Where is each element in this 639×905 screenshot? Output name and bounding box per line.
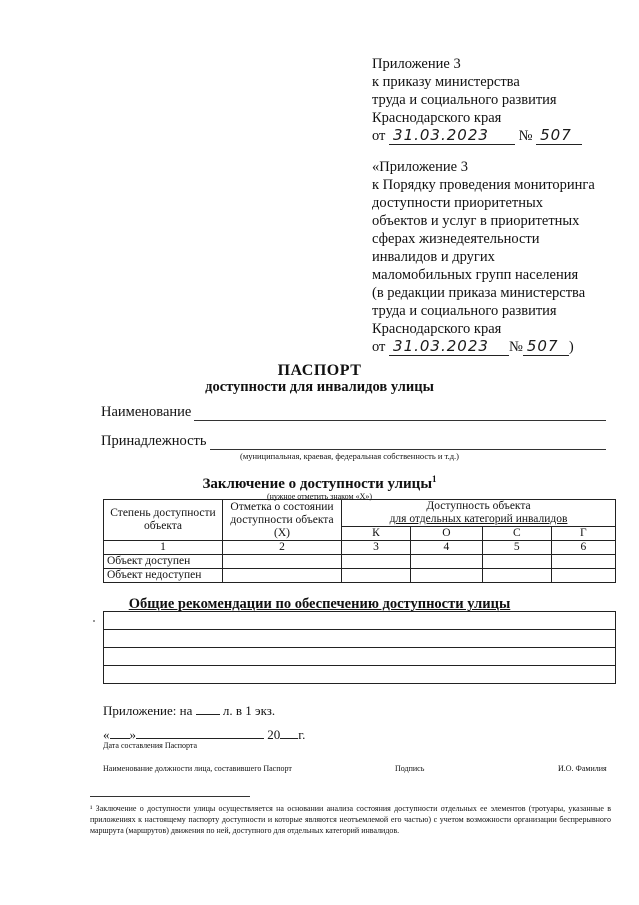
day-blank[interactable] — [110, 727, 130, 739]
recommendation-cell[interactable] — [104, 630, 616, 648]
conclusion-title: Заключение о доступности улицы$^1$ — [202, 474, 437, 492]
table-cell[interactable] — [410, 569, 482, 583]
table-cell[interactable] — [551, 555, 615, 569]
recommendation-cell[interactable] — [104, 648, 616, 666]
table-row — [104, 555, 616, 569]
order-date: 31.03.2023 — [389, 128, 515, 145]
signature-label: Подпись — [395, 764, 425, 773]
procedure-line-7: маломобильных групп населения — [372, 267, 579, 283]
position-label: Наименование должности лица, составившего Паспорт — [103, 764, 292, 773]
from-label: от — [372, 339, 386, 355]
order-reference-block — [372, 55, 622, 145]
order-line-1: Приложение 3 — [372, 56, 461, 72]
table-cell[interactable] — [551, 569, 615, 583]
recommendations-table — [103, 611, 616, 684]
compile-date-line: « » 20 г. — [103, 727, 306, 742]
compile-date-caption: Дата составления Паспорта — [103, 741, 198, 750]
recommendation-cell[interactable] — [104, 666, 616, 684]
table-cell[interactable] — [342, 555, 411, 569]
footnote-mark: 1 — [432, 474, 437, 484]
order-number: 507 — [536, 128, 582, 145]
closing-paren: ) — [568, 339, 574, 355]
procedure-line-2: к Порядку проведения мониторинга — [372, 177, 595, 193]
procedure-line-8: (в редакции приказа министерства — [372, 285, 586, 301]
month-blank[interactable] — [136, 727, 264, 739]
procedure-line-5: сферах жизнедеятельности — [372, 231, 540, 247]
order-line-2: к приказу министерства — [372, 74, 520, 90]
procedure-reference-block — [372, 158, 622, 356]
procedure-date: 31.03.2023 — [389, 339, 509, 356]
table-row — [104, 612, 616, 630]
from-label: от — [372, 128, 386, 144]
procedure-line-3: доступности приоритетных — [372, 195, 543, 211]
table-cell[interactable] — [223, 555, 342, 569]
row-label-accessible: Объект доступен — [104, 555, 223, 569]
sheet-count-blank[interactable] — [196, 703, 220, 715]
footnote-text: ¹ Заключение о доступности улицы осуществляется на основании анализа состояния доступности отдельных ее элементов (тротуары, указанные в приложениях к настоящему паспорту доступности и которые являются неотъемлемой его частью) с учетом возможности организации беспрерывного маршрута (маршрутов) движения по ней, доступного для отдельных категорий инвалидов. — [90, 804, 611, 835]
table-row — [104, 666, 616, 684]
owner-field — [101, 433, 606, 450]
procedure-line-6: инвалидов и других — [372, 249, 495, 265]
table-cell[interactable] — [223, 569, 342, 583]
name-field — [101, 404, 606, 421]
owner-label: Принадлежность — [101, 433, 207, 449]
category-k: К — [342, 527, 411, 541]
table-row — [104, 630, 616, 648]
order-date-line — [372, 127, 622, 145]
table-cell[interactable] — [482, 555, 551, 569]
number-label: № — [509, 339, 523, 355]
order-line-4: Краснодарского края — [372, 110, 502, 126]
scan-speck — [93, 620, 95, 622]
category-g: Г — [551, 527, 615, 541]
table-cell[interactable] — [410, 555, 482, 569]
document-title: ПАСПОРТ — [277, 362, 362, 379]
col-header-availability: Доступность объекта для отдельных категорий инвалидов — [342, 500, 616, 527]
year-blank[interactable] — [280, 727, 298, 739]
table-number-row: 1 2 3 4 5 6 — [104, 541, 616, 555]
owner-hint: (муниципальная, краевая, федеральная собственность и т.д.) — [239, 451, 460, 461]
procedure-line-4: объектов и услуг в приоритетных — [372, 213, 580, 229]
procedure-number: 507 — [523, 339, 569, 356]
col-header-mark: Отметка о состоянии доступности объекта (Х) — [223, 500, 342, 541]
table-row — [104, 648, 616, 666]
category-o: О — [410, 527, 482, 541]
name-label: Наименование — [101, 404, 192, 420]
mark-hint: (нужное отметить знаком «Х») — [266, 492, 373, 501]
name-input-line[interactable] — [194, 406, 606, 421]
col-header-degree: Степень доступности объекта — [104, 500, 223, 541]
owner-input-line[interactable] — [210, 435, 606, 450]
accessibility-table — [103, 499, 616, 583]
procedure-line-10: Краснодарского края — [372, 321, 502, 337]
category-s: С — [482, 527, 551, 541]
procedure-line-9: труда и социального развития — [372, 303, 557, 319]
number-label: № — [518, 128, 533, 144]
recommendations-title: Общие рекомендации по обеспечению доступности улицы — [128, 596, 511, 612]
procedure-date-line — [372, 338, 622, 356]
table-cell[interactable] — [342, 569, 411, 583]
table-cell[interactable] — [482, 569, 551, 583]
appendix-line: Приложение: на л. в 1 экз. — [103, 703, 276, 718]
row-label-inaccessible: Объект недоступен — [104, 569, 223, 583]
table-row — [104, 569, 616, 583]
procedure-line-1: «Приложение 3 — [372, 159, 468, 175]
full-name-label: И.О. Фамилия — [558, 764, 607, 773]
recommendation-cell[interactable] — [104, 612, 616, 630]
document-subtitle: доступности для инвалидов улицы — [205, 379, 434, 395]
order-line-3: труда и социального развития — [372, 92, 557, 108]
footnote-divider — [90, 796, 250, 797]
